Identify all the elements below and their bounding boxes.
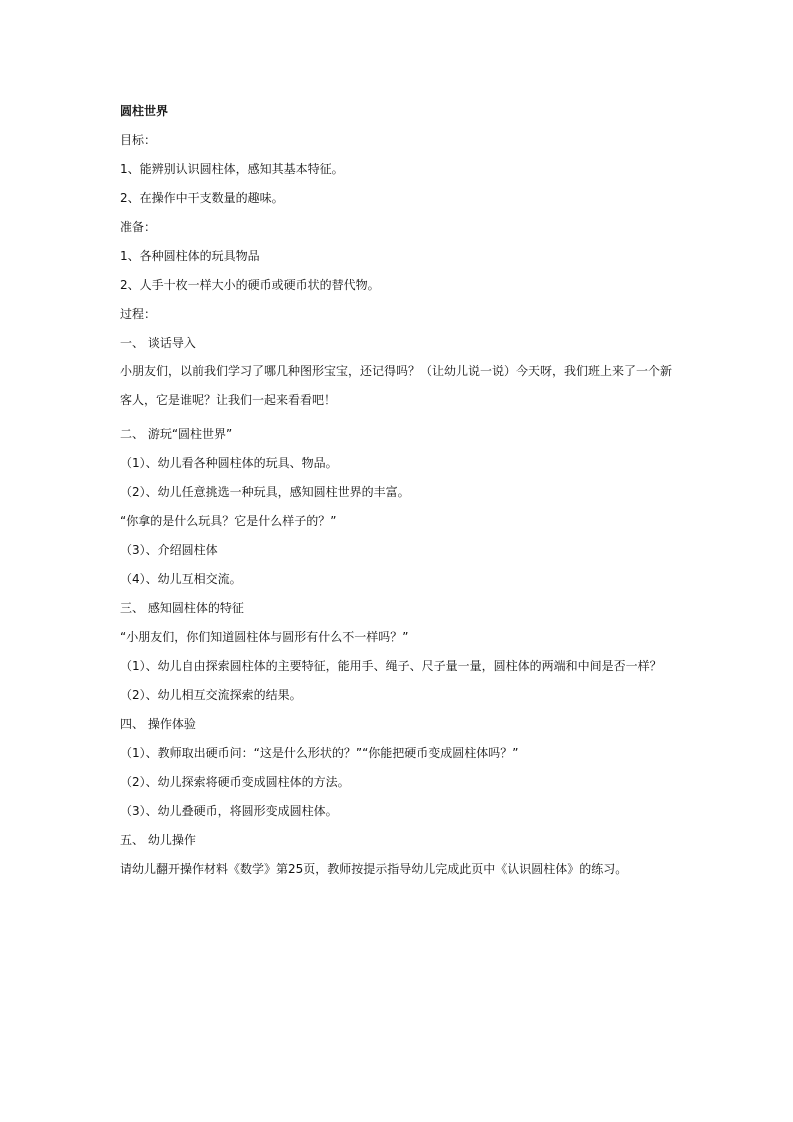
prep-item-2: 2、人手十枚一样大小的硬币或硬币状的替代物。	[120, 278, 380, 292]
section-process-heading: 过程：	[120, 307, 157, 321]
section-prep-heading: 准备：	[120, 220, 157, 234]
intro-paragraph: 小朋友们，以前我们学习了哪几种图形宝宝，还记得吗？（让幼儿说一说）今天呀，我们班上来了一个新客人，它是谁呢？让我们一起来看看吧！	[120, 364, 673, 407]
goal-item-1: 1、能辨别认识圆柱体，感知其基本特征。	[120, 162, 344, 176]
step-3-quote: “小朋友们，你们知道圆柱体与圆形有什么不一样吗？”	[120, 630, 409, 644]
step-2-item-1: （1）、幼儿看各种圆柱体的玩具、物品。	[120, 456, 338, 470]
step-2-item-3: （3）、介绍圆柱体	[120, 543, 218, 557]
step-3-item-2: （2）、幼儿相互交流探索的结果。	[120, 688, 302, 702]
step-2-item-2: （2）、幼儿任意挑选一种玩具，感知圆柱世界的丰富。	[120, 485, 410, 499]
step-4-item-3: （3）、幼儿叠硬币，将圆形变成圆柱体。	[120, 804, 338, 818]
step-2-quote: “你拿的是什么玩具？它是什么样子的？”	[120, 514, 337, 528]
document-title: 圆柱世界	[120, 104, 169, 118]
step-4-heading: 四、 操作体验	[120, 717, 196, 731]
prep-item-1: 1、各种圆柱体的玩具物品	[120, 249, 260, 263]
step-3-item-1: （1）、幼儿自由探索圆柱体的主要特征，能用手、绳子、尺子量一量，圆柱体的两端和中间是否一样？	[120, 659, 662, 673]
step-2-heading: 二、 游玩“圆柱世界”	[120, 427, 233, 441]
section-goal-heading: 目标：	[120, 133, 157, 147]
document-body	[120, 101, 680, 888]
goal-item-2: 2、在操作中干支数量的趣味。	[120, 191, 284, 205]
step-3-heading: 三、 感知圆柱体的特征	[120, 601, 244, 615]
step-4-item-2: （2）、幼儿探索将硬币变成圆柱体的方法。	[120, 775, 350, 789]
step-1-heading: 一、 谈话导入	[120, 336, 196, 350]
step-2-item-4: （4）、幼儿互相交流。	[120, 572, 242, 586]
step-5-item-1: 请幼儿翻开操作材料《数学》第25页，教师按提示指导幼儿完成此页中《认识圆柱体》的练习。	[120, 862, 628, 876]
step-4-item-1: （1）、教师取出硬币问：“这是什么形状的？”“你能把硬币变成圆柱体吗？”	[120, 746, 519, 760]
step-5-heading: 五、 幼儿操作	[120, 833, 196, 847]
